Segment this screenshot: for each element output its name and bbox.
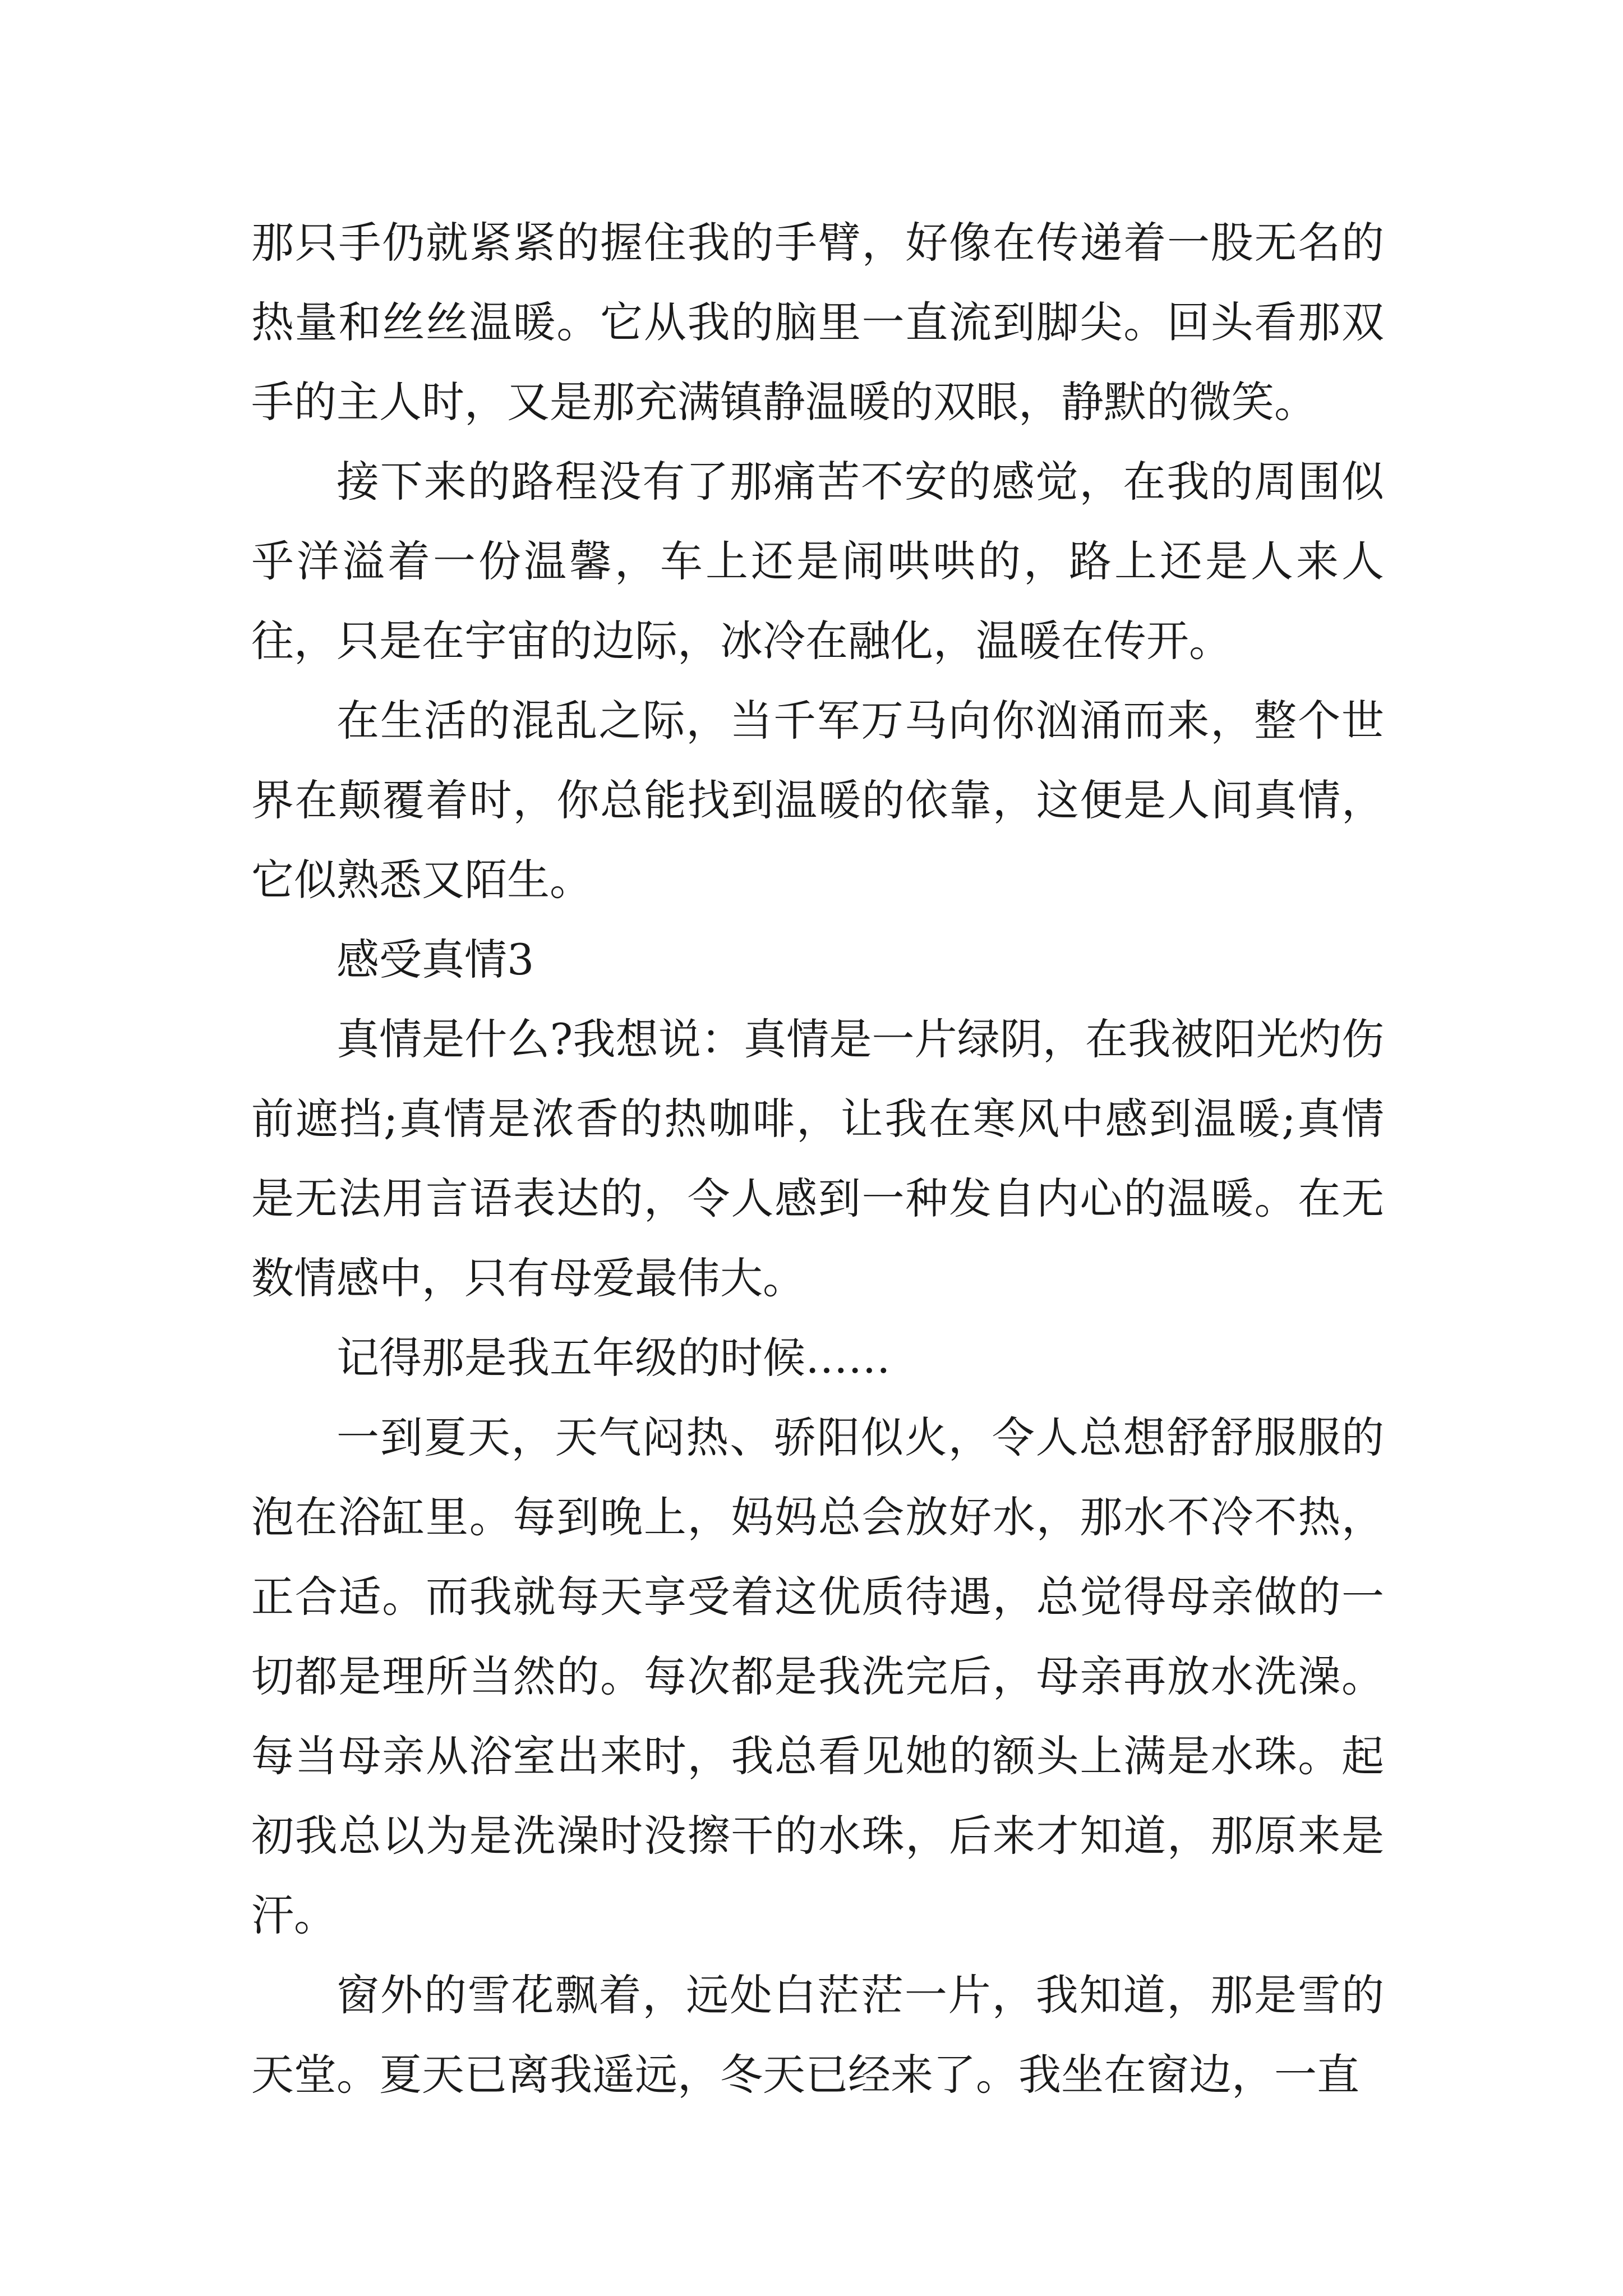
paragraph-5: 记得那是我五年级的时候…… bbox=[336, 1333, 891, 1383]
section-heading: 感受真情3 bbox=[336, 935, 534, 984]
paragraph-3: 在生活的混乱之际，当千军万马向你汹涌而来，整个世界在颠覆着时，你总能找到温暖的依靠，这便是人间真情，它似熟悉又陌生。 bbox=[251, 696, 1384, 905]
paragraph-7: 窗外的雪花飘着，远处白茫茫一片，我知道，那是雪的天堂。夏天已离我遥远，冬天已经来了。我坐在窗边，一直 bbox=[251, 1970, 1384, 2100]
paragraph-4: 真情是什么?我想说：真情是一片绿阴，在我被阳光灼伤前遮挡;真情是浓香的热咖啡，让我在寒风中感到温暖;真情是无法用言语表达的，令人感到一种发自内心的温暖。在无数情感中，只有母爱最伟大。 bbox=[251, 1014, 1384, 1303]
paragraph-2: 接下来的路程没有了那痛苦不安的感觉，在我的周围似乎洋溢着一份温馨，车上还是闹哄哄的，路上还是人来人往，只是在宇宙的边际，冰冷在融化，温暖在传开。 bbox=[251, 457, 1384, 666]
paragraph-1: 那只手仍就紧紧的握住我的手臂，好像在传递着一股无名的热量和丝丝温暖。它从我的脑里一直流到脚尖。回头看那双手的主人时，又是那充满镇静温暖的双眼，静默的微笑。 bbox=[251, 218, 1384, 427]
document-page bbox=[251, 203, 1384, 2115]
paragraph-6: 一到夏天，天气闷热、骄阳似火，令人总想舒舒服服的泡在浴缸里。每到晚上，妈妈总会放好水，那水不冷不热，正合适。而我就每天享受着这优质待遇，总觉得母亲做的一切都是理所当然的。每次都是我洗完后，母亲再放水洗澡。每当母亲从浴室出来时，我总看见她的额头上满是水珠。起初我总以为是洗澡时没擦干的水珠，后来才知道，那原来是汗。 bbox=[251, 1412, 1384, 1940]
